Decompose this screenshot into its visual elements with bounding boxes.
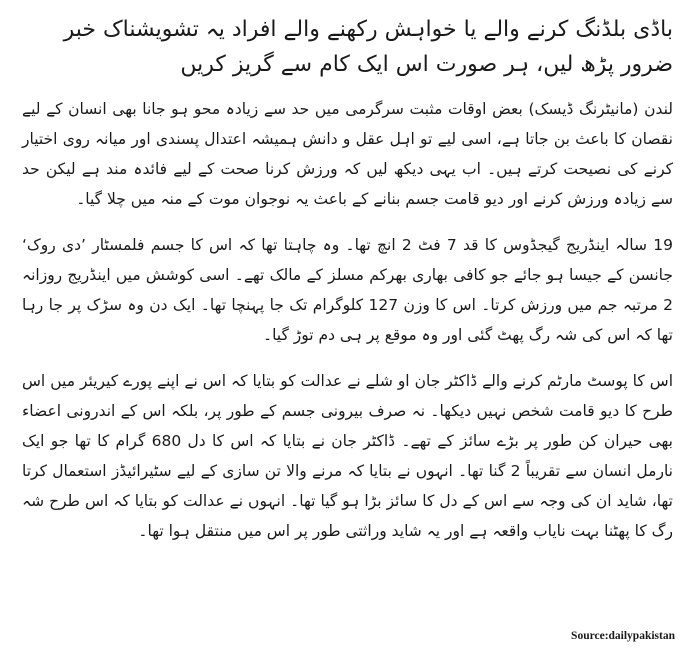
article-headline: باڈی بلڈنگ کرنے والے یا خواہش رکھنے والے افراد یہ تشویشناک خبر ضرور پڑھ لیں، ہر صورت اس ایک کام سے گریز کریں <box>63 17 673 77</box>
article-paragraph-1: لندن (مانیٹرنگ ڈیسک) بعض اوقات مثبت سرگرمی میں حد سے زیادہ محو ہو جانا بھی انسان کے لیے نقصان کا باعث بن جاتا ہے، اسی لیے تو اہل عقل و دانش ہمیشہ اعتدال پسندی اور میانہ روی اختیار کرنے کی نصیحت کرتے ہیں۔ اب یہی دیکھ لیں کہ ورزش کرنا صحت کے لیے فائدہ مند ہے لیکن حد سے زیادہ ورزش کرنے اور دیو قامت جسم بنانے کے باعث یہ نوجوان موت کے منہ میں چلا گیا۔ <box>22 100 673 208</box>
source-credit: Source:dailypakistan <box>571 630 675 642</box>
article-paragraph-3: اس کا پوسٹ مارٹم کرنے والے ڈاکٹر جان او شلے نے عدالت کو بتایا کہ اس نے اپنے پورے کیریئر میں اس طرح کا دیو قامت شخص نہیں دیکھا۔ نہ صرف بیرونی جسم کے طور پر، بلکہ اس کے اندرونی اعضاء بھی حیران کن طور پر بڑے سائز کے تھے۔ ڈاکٹر جان نے بتایا کہ اس کا دل 680 گرام کا تھا جو ایک نارمل انسان سے تقریباً 2 گنا تھا۔ انہوں نے بتایا کہ مرنے والا تن سازی کے لیے سٹیرائیڈز استعمال کرتا تھا، شاید ان کی وجہ سے اس کے دل کا سائز بڑا ہو گیا تھا۔ انہوں نے عدالت کو بتایا کہ اس طرح شہ رگ کا پھٹنا بہت نایاب واقعہ ہے اور یہ شاید وراثتی طور پر اس میں منتقل ہوا تھا۔ <box>22 372 673 540</box>
article-paragraph-2: 19 سالہ اینڈریج گیجڈوس کا قد 7 فٹ 2 انچ تھا۔ وہ چاہتا تھا کہ اس کا جسم فلمسٹار ’دی روک‘ جانسن کے جیسا ہو جائے جو کافی بھاری بھرکم مسلز کے مالک تھے۔ اسی کوشش میں اینڈریج روزانہ 2 مرتبہ جم میں ورزش کرتا۔ اس کا وزن 127 کلوگرام تک جا پہنچا تھا۔ ایک دن وہ سڑک پر جا رہا تھا کہ اس کی شہ رگ پھٹ گئی اور وہ موقع پر ہی دم توڑ گیا۔ <box>22 236 674 344</box>
